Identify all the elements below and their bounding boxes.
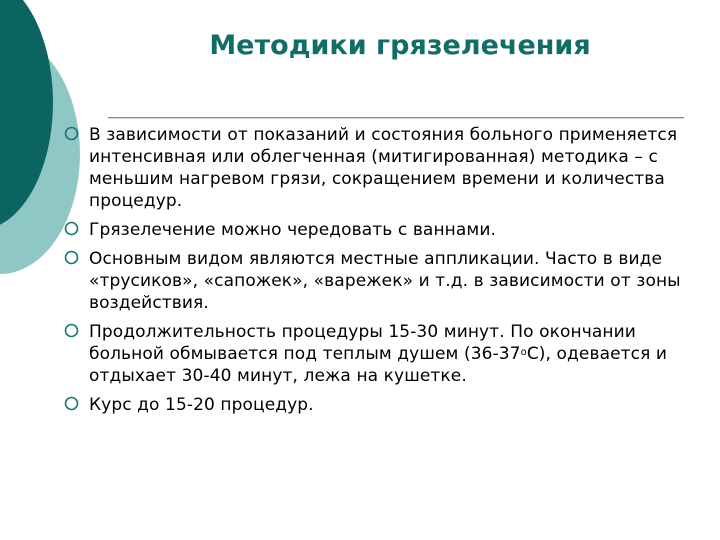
degree-superscript: о — [520, 347, 527, 358]
bullet-text: Основным видом являются местные аппликации. Часто в виде «трусиков», «сапожек», «варежек» и т.д. в зависимости от зоны воздействия. — [89, 249, 681, 313]
bullet-text: В зависимости от показаний и состояния больного применяется интенсивная или облегченная (митигированная) методика – с меньшим нагревом грязи, сокращением времени и количества процедур. — [89, 125, 678, 211]
bullet-item — [62, 124, 702, 212]
bullet-text-part: Продолжительность процедуры 15-30 минут. По окончании больной обмывается под теплым душем (36-37 — [89, 322, 636, 364]
bullet-text: Курс до 15-20 процедур. — [89, 395, 314, 415]
bullet-text-part: С), одевается и отдыхает 30-40 минут, лежа на кушетке. — [89, 344, 668, 386]
bullet-item — [62, 219, 702, 241]
bullet-item — [62, 321, 702, 387]
slide-title: Методики грязелечения — [209, 30, 591, 61]
ring-bullet-icon — [64, 126, 79, 141]
ring-bullet-icon — [64, 250, 79, 265]
bullet-item — [62, 394, 702, 416]
bullet-item — [62, 248, 702, 314]
ring-bullet-icon — [64, 323, 79, 338]
bullet-text: Грязелечение можно чередовать с ваннами. — [89, 220, 496, 240]
bullet-list — [62, 124, 702, 423]
ring-bullet-icon — [64, 221, 79, 236]
ring-bullet-icon — [64, 396, 79, 411]
title-divider — [108, 117, 684, 118]
